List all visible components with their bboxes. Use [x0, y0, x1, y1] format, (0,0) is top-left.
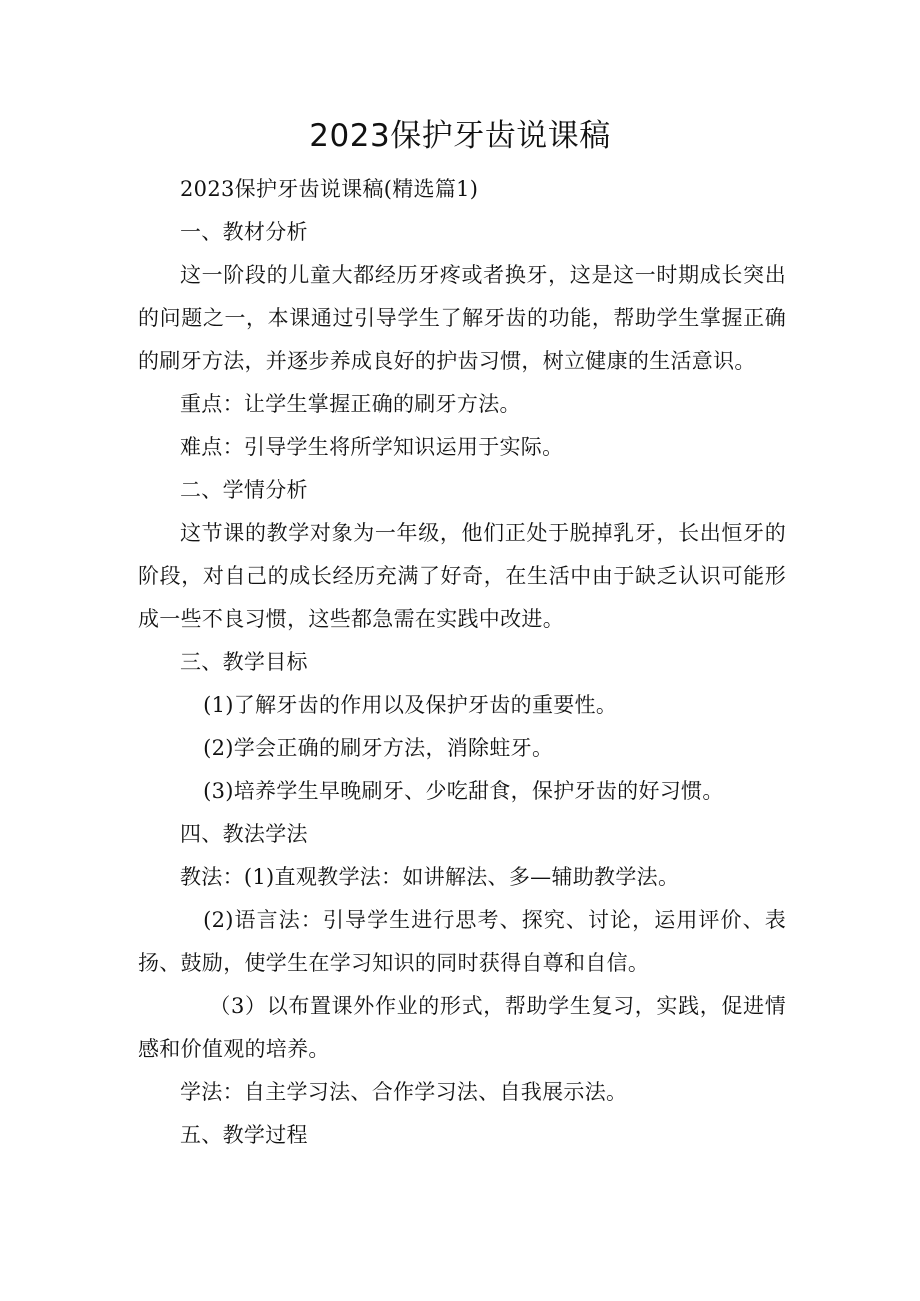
document-title: 2023保护牙齿说课稿 [309, 118, 611, 154]
objective-item-3: (3)培养学生早晚刷牙、少吃甜食，保护牙齿的好习惯。 [203, 779, 724, 803]
paragraph-teaching-method-2: (2)语言法：引导学生进行思考、探究、讨论，运用评价、表扬、鼓励，使学生在学习知识的同时获得自尊和自信。 [138, 908, 786, 975]
paragraph-material-analysis: 这一阶段的儿童大都经历牙疼或者换牙，这是这一时期成长突出的问题之一，本课通过引导学生了解牙齿的功能，帮助学生掌握正确的刷牙方法，并逐步养成良好的护齿习惯，树立健康的生活意识。 [138, 263, 786, 373]
section-heading-3: 三、教学目标 [180, 650, 308, 674]
objective-item-1: (1)了解牙齿的作用以及保护牙齿的重要性。 [203, 693, 618, 717]
section-heading-1: 一、教材分析 [180, 220, 308, 244]
paragraph-key-point: 重点：让学生掌握正确的刷牙方法。 [180, 392, 521, 416]
document-body [138, 168, 786, 1157]
section-heading-4: 四、教法学法 [180, 822, 308, 846]
paragraph-difficult-point: 难点：引导学生将所学知识运用于实际。 [180, 435, 564, 459]
section-heading-5: 五、教学过程 [180, 1123, 308, 1147]
section-heading-2: 二、学情分析 [180, 478, 308, 502]
subtitle: 2023保护牙齿说课稿(精选篇1) [180, 177, 479, 201]
paragraph-student-analysis: 这节课的教学对象为一年级，他们正处于脱掉乳牙，长出恒牙的阶段，对自己的成长经历充满了好奇，在生活中由于缺乏认识可能形成一些不良习惯，这些都急需在实践中改进。 [138, 521, 786, 631]
paragraph-learning-method: 学法：自主学习法、合作学习法、自我展示法。 [180, 1080, 628, 1104]
objective-item-2: (2)学会正确的刷牙方法，消除蛀牙。 [203, 736, 554, 760]
paragraph-teaching-method-3: （3）以布置课外作业的形式，帮助学生复习，实践，促进情感和价值观的培养。 [138, 994, 786, 1061]
paragraph-teaching-method-1: 教法：(1)直观教学法：如讲解法、多—辅助教学法。 [180, 865, 680, 889]
